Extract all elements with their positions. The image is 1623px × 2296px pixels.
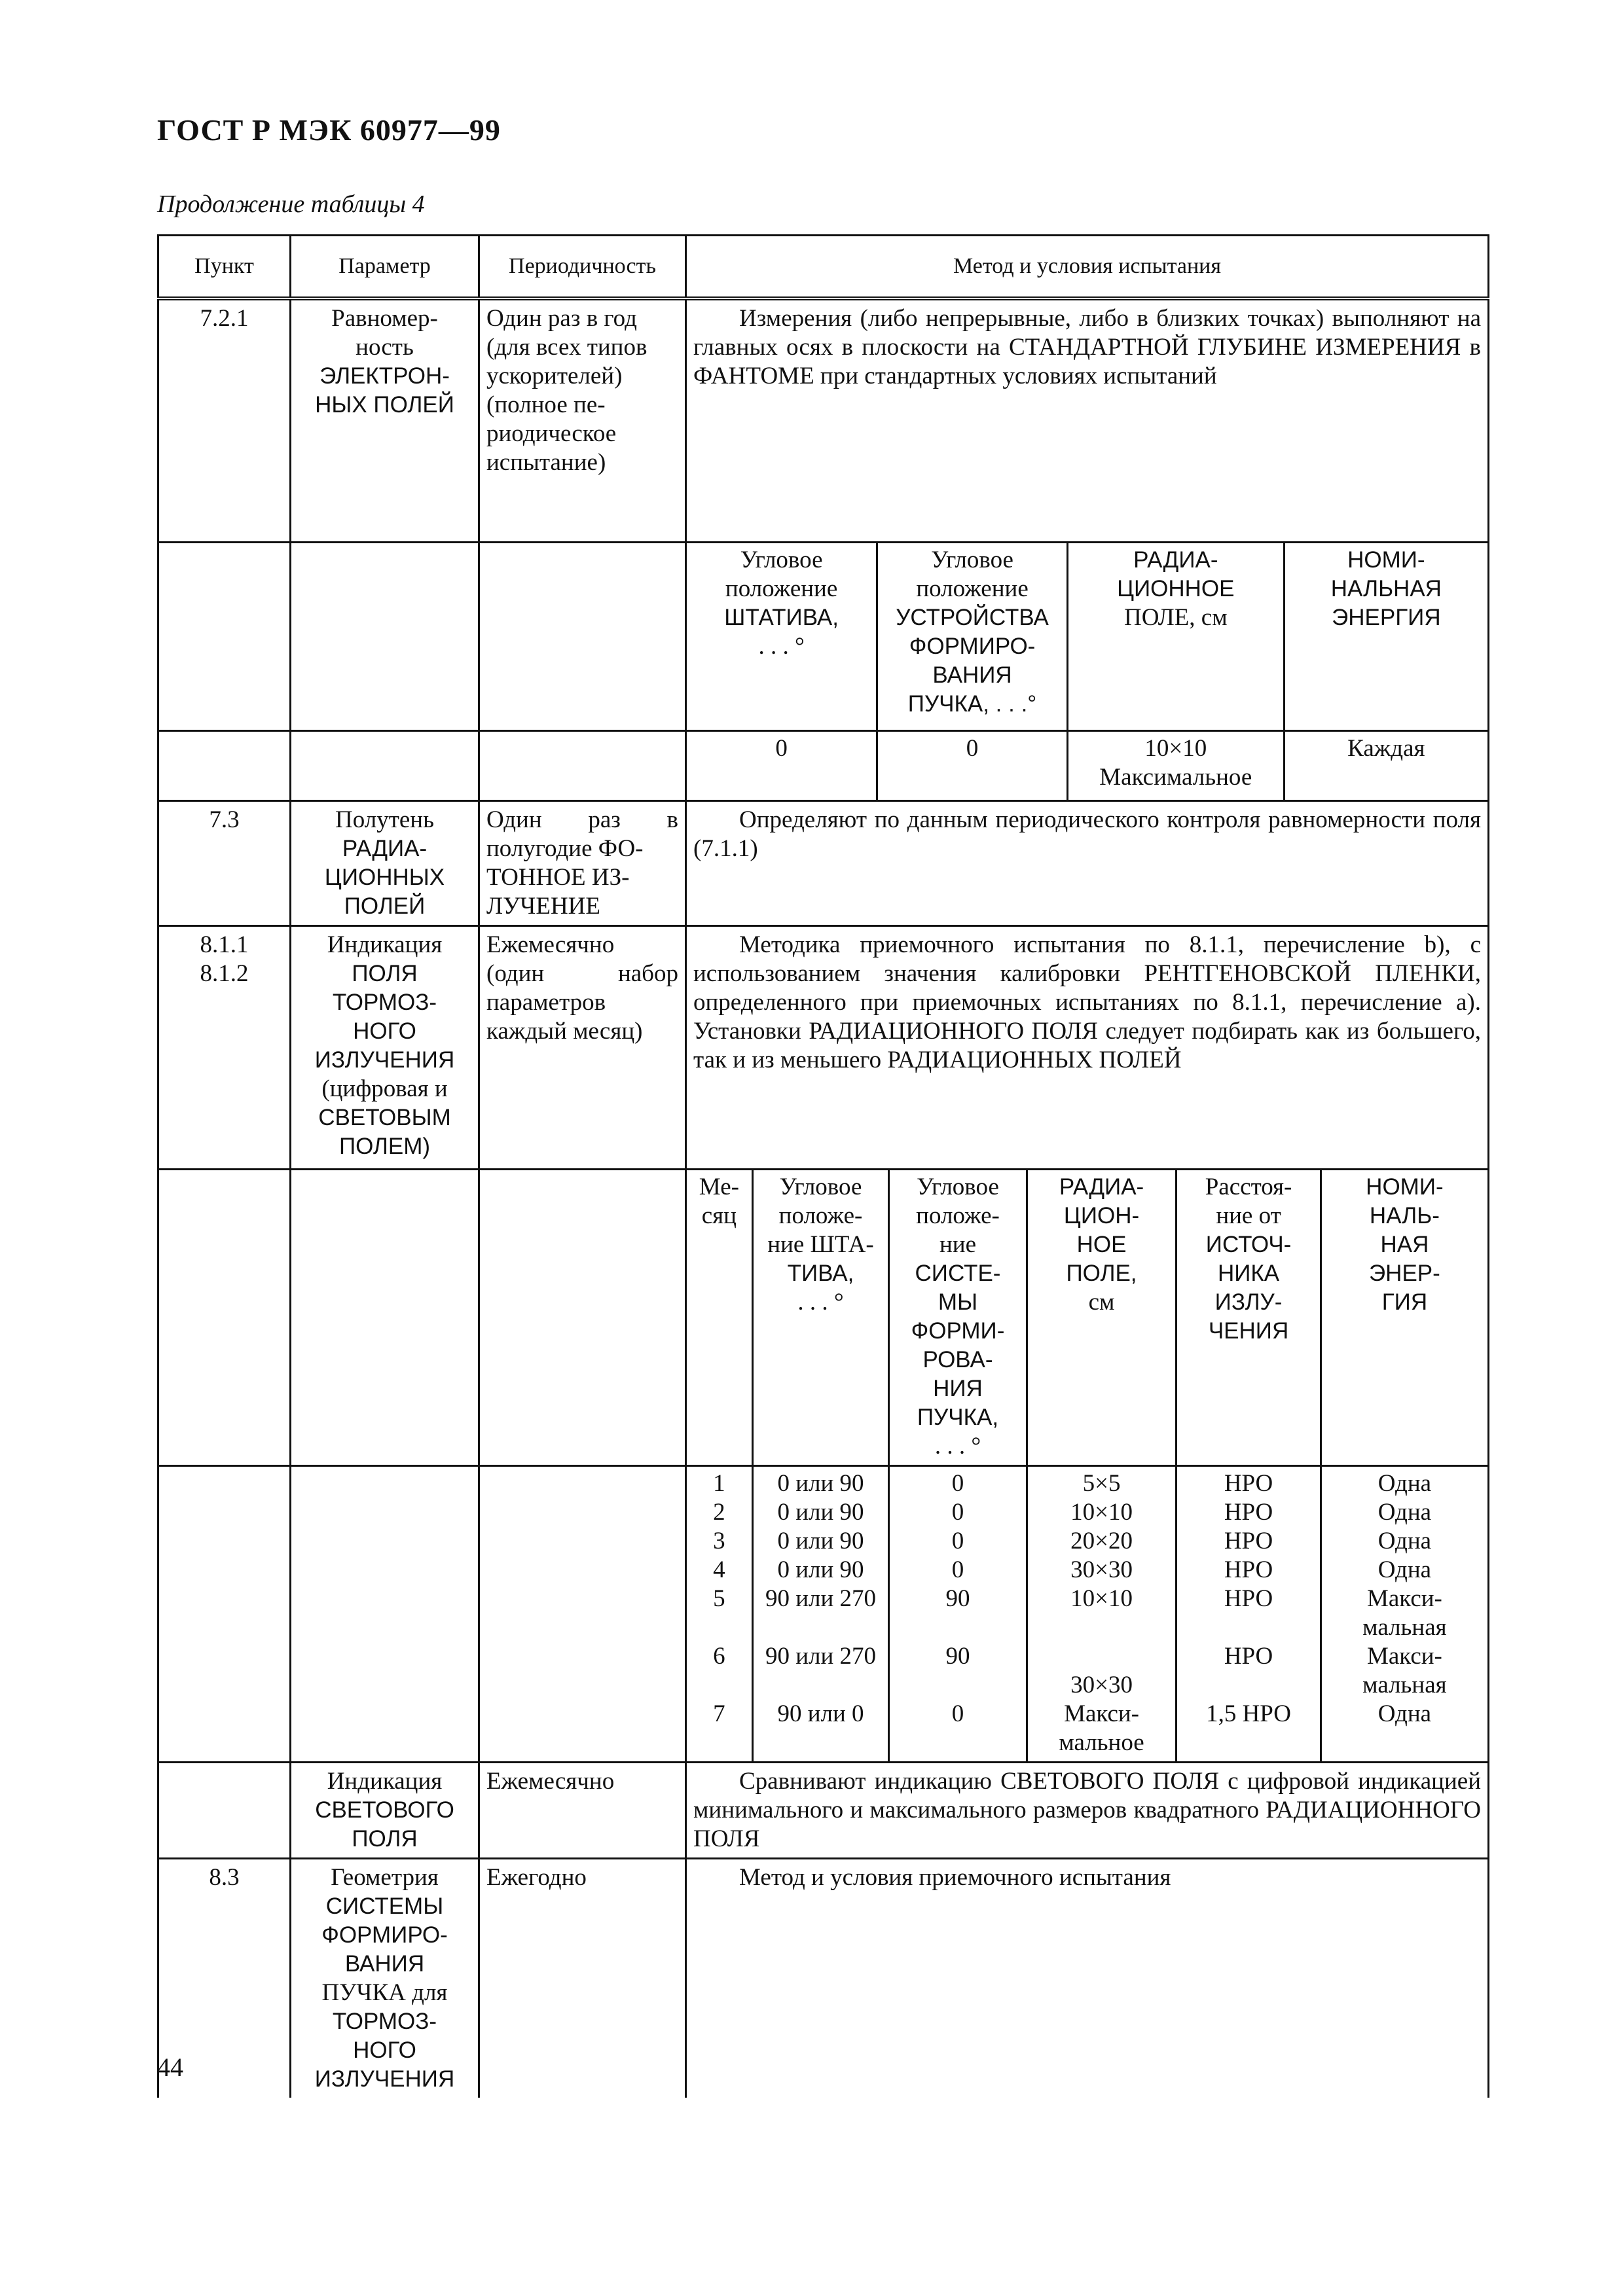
schedule-cell: 20×20 bbox=[1070, 1527, 1133, 1554]
schedule-cell bbox=[1180, 1671, 1317, 1700]
item-cell bbox=[158, 925, 291, 1169]
table-row-8-1-1 bbox=[158, 925, 1489, 1169]
text-line: ФОРМИРО- bbox=[321, 1922, 448, 1948]
schedule-col-month bbox=[687, 1467, 752, 1761]
text-line: . . . ° bbox=[797, 1288, 844, 1316]
schedule-cell: 0 или 90 bbox=[777, 1527, 864, 1554]
schedule-cell: 30×30 bbox=[1070, 1671, 1133, 1698]
text-line: Угловое bbox=[779, 1173, 862, 1200]
periodicity-cell bbox=[479, 925, 686, 1169]
schedule-cell bbox=[1180, 1613, 1317, 1642]
text-line: ние ШТА- bbox=[767, 1230, 874, 1258]
text-line: ВАНИЯ bbox=[344, 1950, 425, 1977]
table-continuation-label: Продолжение таблицы 4 bbox=[157, 190, 425, 218]
text-line: 8.1.2 bbox=[200, 960, 249, 987]
text-line: положе- bbox=[916, 1202, 1000, 1229]
text-line: ГИЯ bbox=[1381, 1289, 1428, 1315]
subtable-7-2-1-values bbox=[687, 732, 1487, 800]
schedule-cell: 0 bbox=[951, 1556, 964, 1583]
schedule-cell: 90 или 270 bbox=[765, 1642, 877, 1670]
periodicity-cell bbox=[479, 298, 686, 542]
text-line: ВАНИЯ bbox=[932, 662, 1012, 688]
text-line: ТОННОЕ ИЗ- bbox=[486, 863, 630, 891]
subtable-value-row bbox=[687, 732, 1487, 800]
table-4 bbox=[157, 234, 1489, 2098]
item-cell: 7.3 bbox=[158, 800, 291, 925]
schedule-cell: мальная bbox=[1362, 1671, 1447, 1698]
schedule-cell: НРО bbox=[1224, 1585, 1273, 1612]
text-line: Угловое bbox=[740, 546, 823, 573]
text-line: Один раз в bbox=[486, 806, 678, 833]
item-cell: 8.3 bbox=[158, 1858, 291, 2098]
text-line: РАДИА- bbox=[1059, 1174, 1144, 1200]
empty-cell bbox=[291, 1465, 479, 1762]
schedule-cell: 1,5 НРО bbox=[1206, 1700, 1292, 1727]
empty-cell bbox=[291, 1169, 479, 1465]
subheader-month bbox=[687, 1170, 752, 1465]
schedule-cell: 90 bbox=[945, 1642, 970, 1670]
subtable-cell bbox=[686, 1465, 1489, 1762]
subtable-header-row bbox=[687, 543, 1487, 730]
text-line: ФОРМИ- bbox=[911, 1318, 1005, 1344]
text-line: Угловое bbox=[931, 546, 1013, 573]
text-line: НАЛЬ- bbox=[1369, 1202, 1440, 1229]
text-line: ПОЛЕЙ bbox=[344, 893, 426, 919]
text-line: ИЗЛУЧЕНИЯ bbox=[314, 1047, 455, 1073]
schedule-body bbox=[687, 1467, 1487, 1761]
schedule-cell bbox=[689, 1671, 749, 1700]
text-line: ние bbox=[939, 1230, 976, 1258]
empty-cell bbox=[158, 1465, 291, 1762]
text-line: ПОЛЯ bbox=[352, 1825, 418, 1852]
text-line: испытание) bbox=[486, 449, 606, 476]
parameter-cell bbox=[291, 1858, 479, 2098]
subtable-header-row bbox=[687, 1170, 1487, 1465]
subtable-cell bbox=[686, 542, 1489, 730]
text-line: ИЗЛУЧЕНИЯ bbox=[314, 2066, 455, 2092]
text-line: Равномер- bbox=[331, 305, 438, 332]
schedule-cell: 90 или 0 bbox=[777, 1700, 864, 1727]
text-line: ЭНЕР- bbox=[1369, 1260, 1440, 1286]
text-line: ШТАТИВА, bbox=[724, 604, 839, 630]
method-cell: Метод и условия приемочного испытания bbox=[686, 1858, 1489, 2098]
schedule-cell: 1 bbox=[713, 1469, 725, 1497]
text-line: РАДИА- bbox=[1133, 547, 1218, 573]
schedule-col-field bbox=[1027, 1467, 1176, 1761]
schedule-cell: 0 или 90 bbox=[777, 1469, 864, 1497]
schedule-cell bbox=[1030, 1642, 1173, 1671]
text-line: (цифровая и bbox=[321, 1075, 448, 1102]
schedule-cell: Одна bbox=[1377, 1556, 1432, 1583]
parameter-cell bbox=[291, 298, 479, 542]
schedule-cell: 90 bbox=[945, 1585, 970, 1612]
page-number: 44 bbox=[157, 2053, 183, 2082]
text-line: ЭНЕРГИЯ bbox=[1332, 604, 1441, 630]
text-line: см bbox=[1088, 1288, 1115, 1316]
text-line: положе- bbox=[778, 1202, 863, 1229]
subheader-radiation-field bbox=[1067, 543, 1284, 730]
subheader-gantry-angle bbox=[687, 543, 877, 730]
text-line: . . . ° bbox=[758, 632, 805, 660]
empty-cell bbox=[158, 1169, 291, 1465]
schedule-cell: 0 bbox=[951, 1469, 964, 1497]
text-line: каждый месяц) bbox=[486, 1017, 643, 1045]
schedule-cell bbox=[689, 1729, 749, 1757]
schedule-cell bbox=[756, 1671, 886, 1700]
table-row-7-2-1-subheader bbox=[158, 542, 1489, 730]
method-cell: Методика приемочного испытания по 8.1.1, перечисление b), с использованием значения калибровки РЕНТГЕНОВСКОЙ ПЛЕНКИ, определенного при приемочных испытаниях по 8.1.1, перечисление a). Установки РАДИАЦИОННОГО ПОЛЯ следует подбирать как из большего, так и из меньшего РАДИАЦИОННЫХ ПОЛЕЙ bbox=[686, 925, 1489, 1169]
schedule-cell: мальное bbox=[1059, 1729, 1144, 1756]
col-header-method: Метод и условия испытания bbox=[686, 236, 1489, 299]
text-line: Полутень bbox=[335, 806, 434, 833]
schedule-cell bbox=[756, 1729, 886, 1757]
text-line: НОЕ bbox=[1076, 1231, 1127, 1257]
subtable-cell bbox=[686, 1169, 1489, 1465]
table-row-7-3 bbox=[158, 800, 1489, 925]
empty-cell bbox=[479, 542, 686, 730]
subtable-cell bbox=[686, 730, 1489, 800]
schedule-cell: 2 bbox=[713, 1498, 725, 1526]
text-line: ПУЧКА, . . .° bbox=[907, 691, 1037, 717]
text-line: ЦИОННОЕ bbox=[1117, 575, 1235, 601]
text-line: ПУЧКА, bbox=[917, 1404, 999, 1430]
value-gantry: 0 bbox=[687, 732, 877, 800]
text-line: СИСТЕМЫ bbox=[325, 1893, 444, 1919]
schedule-col-gantry bbox=[752, 1467, 889, 1761]
text-line: НОМИ- bbox=[1366, 1174, 1444, 1200]
text-line: ПУЧКА для bbox=[321, 1979, 448, 2006]
empty-cell bbox=[158, 542, 291, 730]
parameter-cell bbox=[291, 800, 479, 925]
text-line: НАЯ bbox=[1380, 1231, 1429, 1257]
schedule-cell bbox=[756, 1613, 886, 1642]
table-row-8-1-1-values bbox=[158, 1465, 1489, 1762]
text-line: Ме- bbox=[699, 1173, 739, 1200]
text-line: ИСТОЧ- bbox=[1205, 1231, 1292, 1257]
text-line: 8.1.1 bbox=[200, 931, 249, 958]
text-line: НОГО bbox=[353, 1018, 416, 1044]
schedule-cell: мальная bbox=[1362, 1613, 1447, 1641]
text-line: сяц bbox=[701, 1202, 737, 1229]
text-line: ПОЛЕМ) bbox=[338, 1133, 431, 1159]
subheader-source-distance bbox=[1176, 1170, 1321, 1465]
text-line: Индикация bbox=[327, 1767, 443, 1795]
periodicity-cell: Ежемесячно bbox=[479, 1762, 686, 1858]
schedule-cell: Макси- bbox=[1064, 1700, 1139, 1727]
schedule-cell bbox=[892, 1671, 1023, 1700]
text-line: Ежемесячно bbox=[486, 931, 615, 958]
schedule-cell: 0 bbox=[951, 1700, 964, 1727]
empty-cell bbox=[291, 542, 479, 730]
schedule-values-row bbox=[687, 1467, 1487, 1761]
schedule-cell bbox=[1324, 1729, 1485, 1757]
schedule-cell bbox=[892, 1613, 1023, 1642]
subtable-8-1-1-header bbox=[687, 1170, 1487, 1465]
text-line: ЦИОН- bbox=[1063, 1202, 1140, 1229]
periodicity-cell: Ежегодно bbox=[479, 1858, 686, 2098]
schedule-cell: 90 или 270 bbox=[765, 1585, 877, 1612]
table-row-7-2-1-values bbox=[158, 730, 1489, 800]
text-line: ИЗЛУ- bbox=[1214, 1289, 1283, 1315]
parameter-cell bbox=[291, 925, 479, 1169]
subtable-7-2-1-header bbox=[687, 543, 1487, 730]
document-code: ГОСТ Р МЭК 60977—99 bbox=[157, 113, 501, 147]
schedule-cell: 0 или 90 bbox=[777, 1556, 864, 1583]
parameter-cell bbox=[291, 1762, 479, 1858]
empty-cell bbox=[158, 730, 291, 800]
text-line: УСТРОЙСТВА bbox=[896, 604, 1049, 630]
schedule-cell: 10×10 bbox=[1070, 1585, 1133, 1612]
schedule-cell: Одна bbox=[1377, 1527, 1432, 1554]
text-line: ПОЛЕ, см bbox=[1123, 603, 1228, 631]
text-line: НИЯ bbox=[933, 1375, 983, 1401]
schedule-cell: 3 bbox=[713, 1527, 725, 1554]
subheader-gantry-angle bbox=[752, 1170, 889, 1465]
col-header-item: Пункт bbox=[158, 236, 291, 299]
table-row-8-3 bbox=[158, 1858, 1489, 2098]
text-line: РАДИА- bbox=[342, 835, 428, 861]
schedule-cell: Одна bbox=[1377, 1469, 1432, 1497]
schedule-cell: НРО bbox=[1224, 1527, 1273, 1554]
text-line: (один набор bbox=[486, 960, 678, 987]
table-row-light-field bbox=[158, 1762, 1489, 1858]
empty-cell bbox=[291, 730, 479, 800]
text-line: НОМИ- bbox=[1347, 547, 1425, 573]
schedule-cell: 10×10 bbox=[1070, 1498, 1133, 1526]
schedule-cell bbox=[1030, 1613, 1173, 1642]
subheader-radiation-field bbox=[1027, 1170, 1176, 1465]
text-line: ЧЕНИЯ bbox=[1208, 1318, 1289, 1344]
text-line: ускорителей) bbox=[486, 363, 623, 389]
empty-cell bbox=[158, 1762, 291, 1858]
text-line: НАЛЬНАЯ bbox=[1330, 575, 1442, 601]
schedule-col-energy bbox=[1321, 1467, 1487, 1761]
schedule-cell bbox=[689, 1613, 749, 1642]
text-line: ЭЛЕКТРОН- bbox=[319, 363, 450, 389]
subheader-nominal-energy bbox=[1284, 543, 1487, 730]
value-bld: 0 bbox=[877, 732, 1068, 800]
text-line: положение bbox=[725, 575, 838, 602]
text-line: МЫ bbox=[938, 1289, 978, 1315]
schedule-cell bbox=[1180, 1729, 1317, 1757]
schedule-cell: 6 bbox=[713, 1642, 725, 1670]
table-row-8-1-1-subheader bbox=[158, 1169, 1489, 1465]
text-line: Расстоя- bbox=[1205, 1173, 1292, 1200]
schedule-cell: Одна bbox=[1377, 1700, 1432, 1727]
text-line: ПОЛЕ, bbox=[1066, 1260, 1137, 1286]
text-line: Максимальное bbox=[1099, 763, 1252, 791]
table-header-row bbox=[158, 236, 1489, 299]
schedule-cell: 5 bbox=[713, 1585, 725, 1612]
col-header-periodicity: Периодичность bbox=[479, 236, 686, 299]
text-line: (полное пе- bbox=[486, 391, 606, 418]
schedule-cell: НРО bbox=[1224, 1469, 1273, 1497]
method-cell: Сравнивают индикацию СВЕТОВОГО ПОЛЯ с цифровой индикацией минимального и максимального размеров квадратного РАДИАЦИОННОГО ПОЛЯ bbox=[686, 1762, 1489, 1858]
value-energy: Каждая bbox=[1347, 734, 1425, 762]
schedule-cell: 0 bbox=[951, 1527, 964, 1554]
text-line: СВЕТОВОГО bbox=[315, 1797, 454, 1823]
text-line: ТИВА, bbox=[787, 1260, 854, 1286]
schedule-cell: Макси- bbox=[1366, 1585, 1442, 1612]
schedule-cell: 4 bbox=[713, 1556, 725, 1583]
schedule-cell: НРО bbox=[1224, 1642, 1273, 1670]
text-line: ПОЛЯ bbox=[352, 960, 418, 986]
empty-cell bbox=[479, 1465, 686, 1762]
text-line: ТОРМОЗ- bbox=[332, 2008, 437, 2034]
item-cell: 7.2.1 bbox=[158, 298, 291, 542]
schedule-cell bbox=[892, 1729, 1023, 1757]
empty-cell bbox=[479, 730, 686, 800]
text-line: (для всех типов bbox=[486, 334, 647, 361]
text-line: Геометрия bbox=[331, 1863, 439, 1891]
text-line: НЫХ ПОЛЕЙ bbox=[315, 392, 454, 418]
text-line: ЦИОННЫХ bbox=[324, 864, 445, 890]
table-row-7-2-1 bbox=[158, 298, 1489, 542]
method-cell: Измерения (либо непрерывные, либо в близких точках) выполняют на главных осях в плоскости на СТАНДАРТНОЙ ГЛУБИНЕ ИЗМЕРЕНИЯ в ФАНТОМЕ при стандартных условиях испытаний bbox=[686, 298, 1489, 542]
schedule-cell: Одна bbox=[1377, 1498, 1432, 1526]
value-field bbox=[1067, 732, 1284, 800]
text-line: РОВА- bbox=[922, 1346, 993, 1372]
empty-cell bbox=[479, 1169, 686, 1465]
text-line: ТОРМОЗ- bbox=[332, 989, 437, 1015]
schedule-cell: Макси- bbox=[1366, 1642, 1442, 1670]
text-line: СВЕТОВЫМ bbox=[318, 1104, 451, 1130]
text-line: СИСТЕ- bbox=[915, 1260, 1001, 1286]
text-line: НИКА bbox=[1217, 1260, 1280, 1286]
text-line: НОГО bbox=[353, 2037, 416, 2063]
subtable-8-1-1-values bbox=[687, 1467, 1487, 1761]
text-line: ФОРМИРО- bbox=[909, 633, 1036, 659]
text-line: риодическое bbox=[486, 420, 617, 447]
periodicity-cell bbox=[479, 800, 686, 925]
text-line: Один раз в год bbox=[486, 305, 637, 332]
subheader-nominal-energy bbox=[1321, 1170, 1487, 1465]
schedule-cell: 7 bbox=[713, 1700, 725, 1727]
schedule-cell: 0 bbox=[951, 1498, 964, 1526]
schedule-cell: НРО bbox=[1224, 1556, 1273, 1583]
schedule-cell: 0 или 90 bbox=[777, 1498, 864, 1526]
schedule-cell: 30×30 bbox=[1070, 1556, 1133, 1583]
schedule-col-bld bbox=[889, 1467, 1027, 1761]
schedule-col-sid bbox=[1176, 1467, 1321, 1761]
subheader-bld-angle bbox=[889, 1170, 1027, 1465]
schedule-cell: НРО bbox=[1224, 1498, 1273, 1526]
col-header-parameter: Параметр bbox=[291, 236, 479, 299]
schedule-cell: 5×5 bbox=[1082, 1469, 1121, 1497]
text-line: ЛУЧЕНИЕ bbox=[486, 892, 600, 920]
method-cell: Определяют по данным периодического контроля равномерности поля (7.1.1) bbox=[686, 800, 1489, 925]
text-line: Индикация bbox=[327, 931, 443, 958]
text-line: 10×10 bbox=[1144, 734, 1207, 762]
text-line: Угловое bbox=[917, 1173, 999, 1200]
text-line: . . . ° bbox=[934, 1432, 981, 1460]
text-line: полугодие ФО- bbox=[486, 834, 644, 862]
text-line: положение bbox=[916, 575, 1029, 602]
text-line: параметров bbox=[486, 988, 606, 1016]
subheader-bld-angle bbox=[877, 543, 1068, 730]
text-line: ность bbox=[356, 334, 414, 361]
text-line: ние от bbox=[1216, 1202, 1281, 1229]
